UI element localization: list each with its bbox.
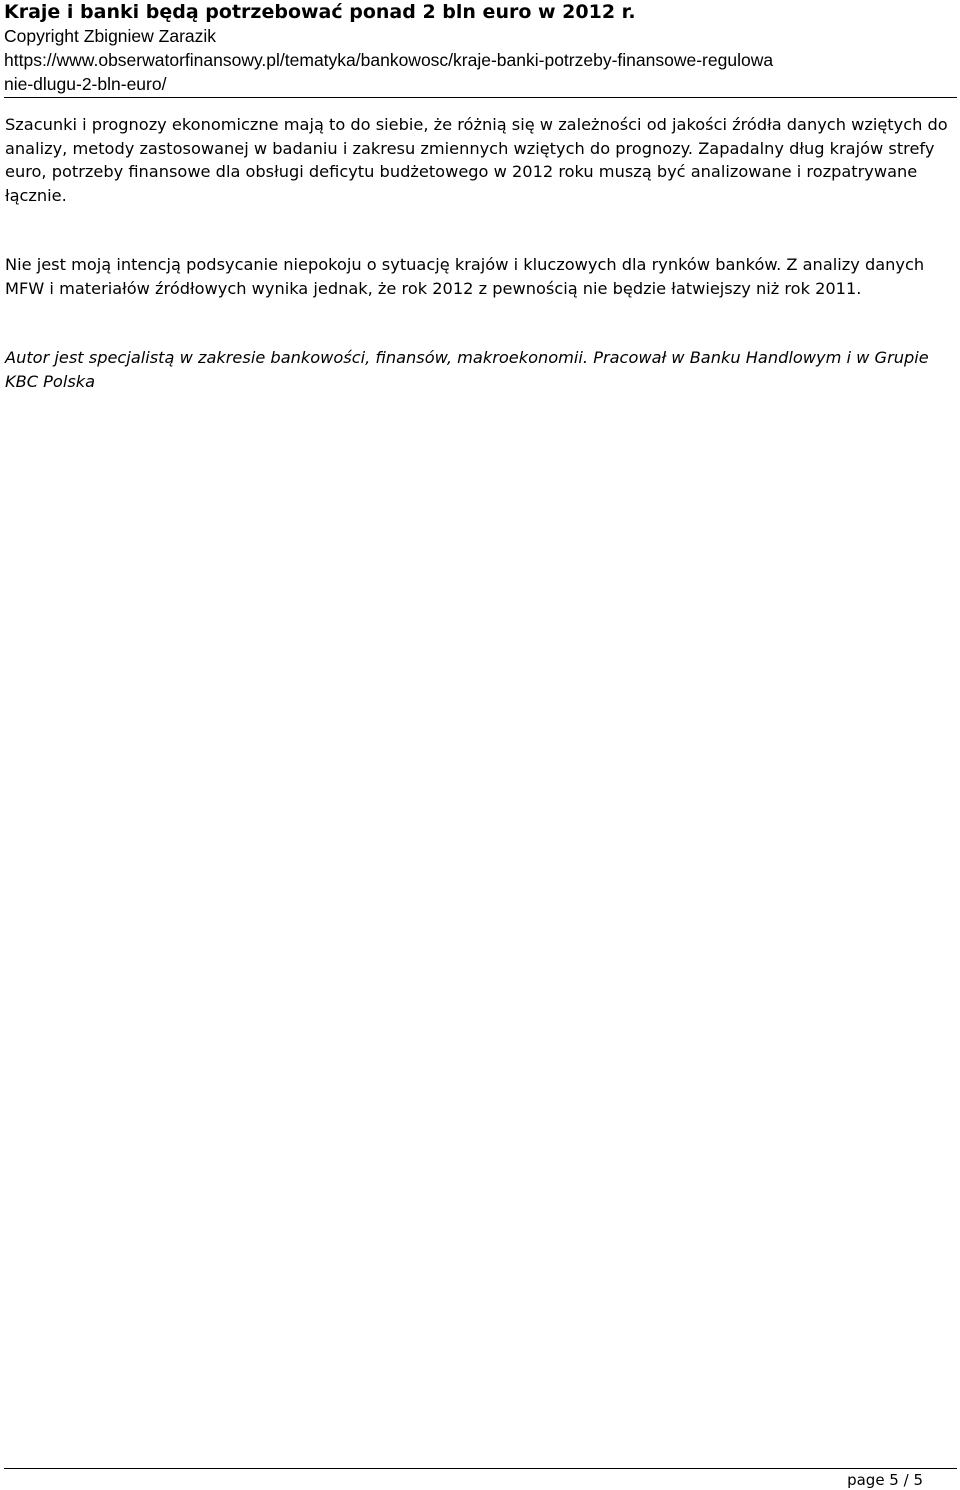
- article-body: [5, 113, 955, 439]
- footer-divider: [4, 1468, 957, 1469]
- paragraph-intention: Nie jest moją intencją podsycanie niepokoju o sytuację krajów i kluczowych dla rynków banków. Z analizy danych MFW i materiałów źródłowych wynika jednak, że rok 2012 z pewnością nie będzie łatwiejszy niż rok 2011.: [5, 255, 925, 298]
- source-url-line-2: nie-dlugu-2-bln-euro/: [4, 74, 167, 94]
- document-header: [4, 0, 956, 96]
- copyright-line: Copyright Zbigniew Zarazik: [4, 26, 217, 46]
- page-number: page 5 / 5: [847, 1471, 923, 1489]
- paragraph-estimates: Szacunki i prognozy ekonomiczne mają to do siebie, że różnią się w zależności od jakości źródła danych wziętych do analizy, metody zastosowanej w badaniu i zakresu zmiennych wziętych do prognozy. Zapadalny dług krajów strefy euro, potrzeby finansowe dla obsługi deficytu budżetowego w 2012 roku muszą być analizowane i rozpatrywane łącznie.: [5, 115, 948, 205]
- author-note: Autor jest specjalistą w zakresie bankowości, finansów, makroekonomii. Pracował w Banku Handlowym i w Grupie KBC Polska: [5, 348, 929, 391]
- header-divider: [4, 97, 957, 98]
- source-url-line-1: https://www.obserwatorfinansowy.pl/tematyka/bankowosc/kraje-banki-potrzeby-finansowe-regulowa: [4, 50, 774, 70]
- document-title: Kraje i banki będą potrzebować ponad 2 bln euro w 2012 r.: [4, 1, 636, 23]
